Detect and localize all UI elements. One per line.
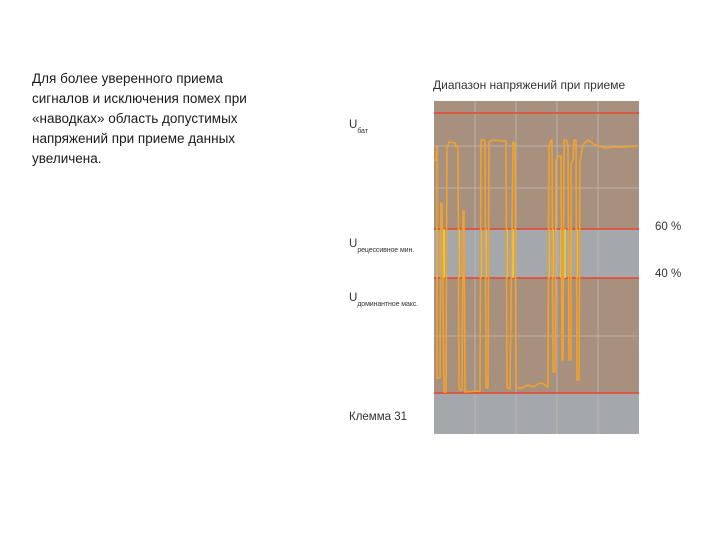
terminal-31-label: Клемма 31 [349,411,407,423]
u-bat-label: $U_{бат}$ [349,119,368,135]
percent-60-label: 60 % [655,221,682,233]
scope-area-upper [434,101,639,229]
u-dominant-label: $U_{доминантное макс.}$ [349,292,419,308]
u-recessive-label: $U_{рецессивное мин.}$ [349,238,415,254]
slide-description: Для более уверенного приема сигналов и исключения помех при «наводках» область допустимых напряжений при приеме данных увеличена. [32,71,247,166]
percent-40-label: 40 % [655,268,682,280]
scope-area-ground [434,393,639,434]
scope-title: Диапазон напряжений при приеме [433,78,626,92]
